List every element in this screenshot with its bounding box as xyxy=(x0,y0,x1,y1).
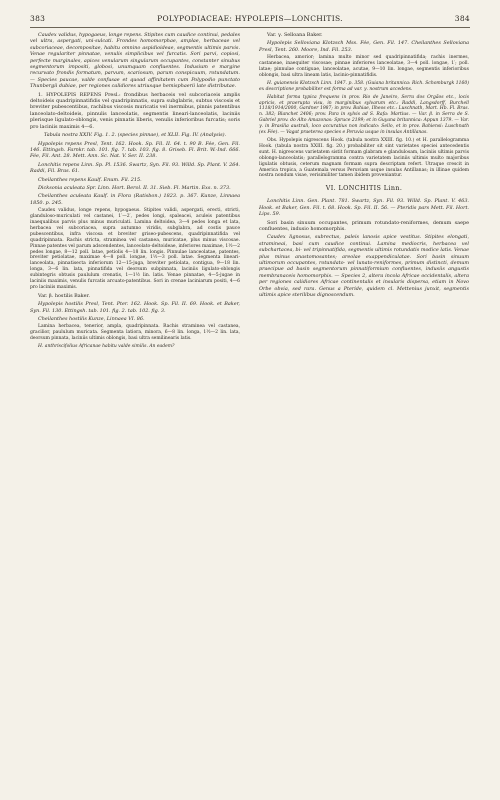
running-header xyxy=(30,12,470,24)
lonchitis-diagnosis: Sori basin sinuum occupantes, primum rotundato-reniformes, demum saepe confluentes, indusio homomorphis. xyxy=(259,219,469,232)
left-page-number: 383 xyxy=(30,13,46,23)
right-column xyxy=(259,32,469,300)
species-diagnosis: 1. HYPOLEPIS REPENS Presl.: frondibus herbaceis vel subcoriaceis amplis deltoideis quadripinnatifidis vel quadripinnatis, supra subglabris, subtus viscosis et breviter pubescentibus, rachibus viscosis muricatis vel inermibus, pinnis patentibus lanceolato-deltoideis, pinnulis lanceolatis, segmentis lineari-lanceolatis, laciniis plerisque ligulato-oblongis, venis pinnatis liberis, venulis inferioribus furcatis; soris pro laciniis maximis 4—6. xyxy=(30,91,240,130)
observation: Obs. Hypolepis nigrescens Hook. (tabula nostra XXIII. fig. 10.) et H. parallelogramma Hook. (tabula nostra XXIII. fig. 20.) probabiliter sit sint varietates speciei antecedentis sunt. H. nigrescens varietatem sistit formam glabram e glandulosam, laciniis ultimis parvis oblongo-lanceolatis; parallelogramma contra varietatem laciniis ultimis multo majoribus ligulatis obtusis, ceterum magnam formam supra descriptam refert. Utraque crescit in America tropica, a Guatemala versus Peruviam usque insulas Antillanas; in illinae quidem nostra nondum visae, verisimiliter tamen ibidem proveniantur. xyxy=(259,138,469,179)
variety-beta-heading: Var. β. hostilis Baker. xyxy=(38,292,90,299)
synonym-2: Lonchitis repens Linn. Sp. Pl. 1536. Swartz, Syn. Fil. 93. Willd. Sp. Plant. V. 264. Raddi, Fil. Bras. 61. xyxy=(30,161,240,175)
header-rule xyxy=(30,27,470,28)
variety-beta-synonym-2: Cheilanthes hostilis Kunze, Linnaea VI. 86. xyxy=(38,316,145,323)
genus-description: Caudex validus, hypogaeus, longe repens. Stipites cum caudice continui, pedales vel ultra, aspergati, uni-sulcati. Frondes homomorphae, amplae, herbaceae vel subcoriaceae, decompositae, habitu omnino aspidioideae, segmentis ultimis parvis. Venae regulariter pinnatae, venulis simplicibus vel furcatis. Sori parvi, copiosi, perfecte marginales, apices venularum singularum occupantes, constanter sinubus segmentorum impositi, globosi, unumquam confluentes. Indusium e margine recurvato frondis formatum, parvum, scariosum, parum conspicuum, rotundatum. — Species paucae, valde confusae et quoad affinitatem cum Polypodio punctato Thunbergii dubiae, per regiones calidiores utriusque hemisphaerii late distributae. xyxy=(30,32,240,90)
running-title: POLYPODIACEAE: HYPOLEPIS—LONCHITIS. xyxy=(157,13,343,23)
variety-beta-description: Lamina herbacea, tenerior, ampla, quadripinnata. Rachis straminea vel castanea, gracilior, paululum muricata. Segmenta latiora, minora, 6—8 lin. longa, 1½—2 lin. lata, deorsum pinnata, laciniis ultimis oblongis, basi ultra semilinearis latis. xyxy=(30,324,240,342)
variety-gamma-heading: Var. γ. Selloana Baker. xyxy=(267,32,323,38)
synonym-4: Dicksonia aculeata Spr. Linn. Hort. Berol. II. 31. Sieb. Fl. Martin. Exs. n. 373. xyxy=(38,184,231,191)
habitat: Habitat forma typica frequens in prov. Rio de Janeiro, Serra dos Orgãos etc., locis apricis, et praerupta visu, in marginibus sylvarum etc.: Raddi, Langsdorff, Burchell 1118/1914/2000, Gardner 1987; in prov. Bahiae, Ilheos etc.: Luschnath, Mart. Hb. Fl. Bras. n. 382; Blanchet 2406; prov. Para in sylvis ad S. Rafa: Martius. — Var. β. in Serra de S. Gabriel prov. do Alto Amazonas: Spruce 2199; et in Guyana britannica: Appun 1379. — Var. γ. in Brasilia australi, loco accuratius non indicato: Sello, et in prov. Bahiensi: Luschnath (ex Fée). — Vagat praeterea species e Peruvia usque in insulas Antillanas. xyxy=(259,94,469,136)
variety-beta-note: H. anthriscifolius Africanae habitu valde similis. An eadem? xyxy=(38,344,175,350)
guianensis-note: H. guianensis Klotzsch Linn. 1847. p. 358. (Guiana britannica: Rich. Schomburgk 1160) ex descriptione probabiliter est forma ad var. γ. nostrum accedens. xyxy=(259,80,469,92)
lonchitis-synonyms: Lonchitis Linn. Gen. Plant. 781. Swartz, Syn. Fil. 93. Willd. Sp. Plant. V. 463. Hook. et Baker, Gen. Fil. t. 68. Hook. Sp. Fil. II. 56. — Pteridis pars Mett. Fil. Hort. Lips. 59. xyxy=(259,198,469,218)
synonym-3: Cheilanthes repens Kaulf. Enum. Fil. 215. xyxy=(38,176,142,183)
variety-gamma-synonyms: Hypolepis Selloviana Klotzsch Mss. Fée, Gen. Fil. 147. Cheilanthes Selloviana Presl, Tent. 260. Moore, Ind. Fil. 253. xyxy=(259,40,469,53)
synonym-5: Cheilanthes aculeata Kaulf. in Flora (Ratisbon.) 1823. p. 367. Kunze, Linnaea 1850. p. 245. xyxy=(30,193,240,206)
synonym-1: Hypolepis repens Presl, Tent. 162. Hook. Sp. Fil. II. 64. t. 90 B. Fée, Gen. Fil. 146. Ettingsh. Farnkr. tab. 101. fig. 7. tab. 103. fig. 8. Griseb. Fl. Brit. W.-Ind. 666. Fée, Fil. Ant. 28. Mett. Ann. Sc. Nat. V. Ser. II. 238. xyxy=(30,140,240,160)
species-description: Caudex validus, longe repens, hypogaeus. Stipites validi, aspergati, erecti, stricti, glanduloso-muriculati vel castanei, 1′—2′, pedes longi, spaleacei, aculeis patentibus inaequalibus parvis plus minus muriculati. Lamina deltoidea, 3—4 pedes longa et lata, herbacea vel subcoriacea, supra autumno viridis, subglabra, ad costis pauce pubescentibus, infra viscosa et breviter griseo-pubescens, quadripinnatifida vel quadripinnata. Rachis stricta, straminea vel castanea, muricatae, plus minus viscosae. Pinnae patentes vel parum adscendentes, lanceolato-deltoideae, inferiores maximae, 1½—2 pedes longae, 8—12 poll. latae, petiolis 4—18 lin. longis. Pinnulae lanceolatae, patentes, breviter petiolatae, maximae 4—8 poll. longae, 1½—3 poll. latae. Segmenta lineari-lanceolata, pinnatisecta inferiorum 12—15-juga, breviter petiolata, contigua, 9—18 lin. longa, 3—6 lin. lata, pinnatifida vel deorsum subpinnata, laciniis ligulato-oblongis subintegris obtusis paululum crenatis, 1—1½ lin. latis. Venae pinnatae, 4—5-jugae in laciniis maximis, venulis furcatis arcuato-patentibus. Sori in crenae laciniarum positi, 4—6 pro laciniis maximis. xyxy=(30,208,240,290)
lonchitis-description: Caudex lignosus, subrectus, paleis lanosis apice vestitus. Stipites elongati, stramineai, basi cum caudice continui. Lamina mediocris, herbacea vel subchartacea, bi- vel tripinnatifida, segmentis ultimis rotundatis modice latis. Venae plus minus anastomosantes; areolae exappendiculatae. Sori basin sinuum ultimorum occupantes, rotundato- vel lunato-reniformes, primum distincti, demum praecipue ad basin segmentorum pinnatiformium confluentes, indusiis angustis membranaceis homomorphis. — Species 2, altera incola Africae occidentalis, altera per regiones calidiores Africae continentalis et insularis dispersa, etiam in Novo Orbe obvia, sed rara. Genus a Pteride, quidem cl. Mettenius junxit, segmentis ultimis apice sterilibus dignoscendum. xyxy=(259,234,469,299)
plate-reference: Tabula nostra XXIV. Fig. 1. 2. (species pinnae), et XLII. Fig. IV. (Analysis). xyxy=(43,132,227,139)
variety-beta-synonym-1: Hypolepis hostilis Presl, Tent. Pter. 162. Hook. Sp. Fil. II. 69. Hook. et Baker, Syn. Fil. 130. Ettingsh. tab. 101. fig. 2. tab. 102. fig. 3. xyxy=(30,301,240,314)
left-column xyxy=(30,32,240,352)
right-page-number: 384 xyxy=(454,13,470,23)
variety-gamma-description: Herbacea, amorior; lamina multo minor sed quadripinnatifida; rachis inermes, castaneae, inaequiter viscosae; pinnae inferiores lanceolatae, 3—4 poll. longae, 1′; poll. latae; pinnulae contiguae, lanceolatae, acutae, 9—10 lin. longae, segmentis inferioribus oblongis, basi ultra lineam latis, lacinio-pinnatifidis. xyxy=(259,55,469,78)
section-heading-lonchitis: VI. LONCHITIS Linn. xyxy=(325,184,403,193)
